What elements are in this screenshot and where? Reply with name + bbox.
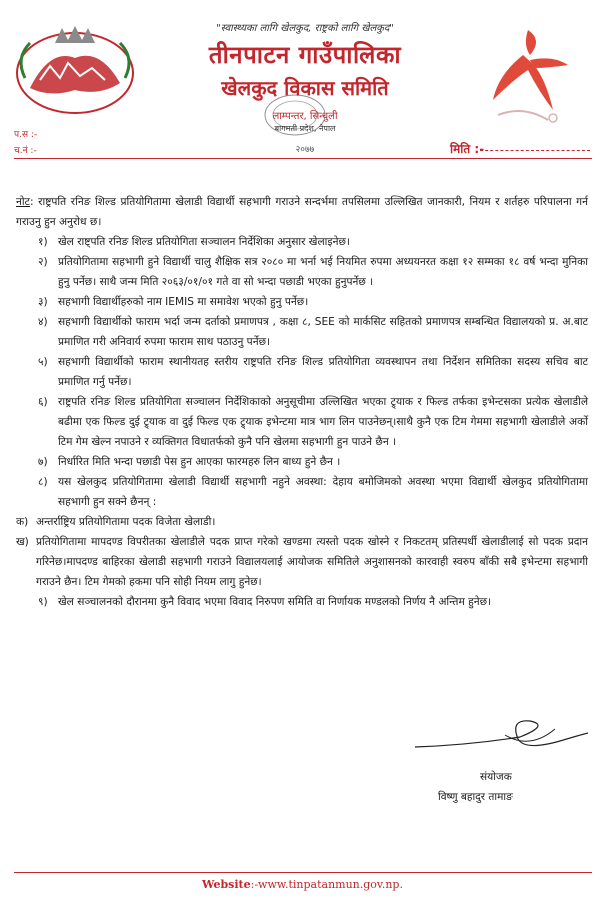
sub-list-item: क) अन्तर्राष्ट्रिय प्रतियोगितामा पदक विजेता खेलाडी। [16,516,216,528]
sports-runner-logo-icon [468,20,578,130]
date-field-line [480,150,590,151]
province: बागमती प्रदेश, नेपाल [274,124,336,133]
letterhead [0,0,605,160]
list-item: ३) सहभागी विद्यार्थीहरुको नाम IEMIS मा समावेश भएको हुनु पर्नेछ। [38,296,309,308]
list-item: ४) सहभागी विद्यार्थीको फाराम भर्दा जन्म दर्ताको प्रमाणपत्र , कक्षा ८, SEE को मार्कसिट सहितको प्रमाणपत्र सम्बन्धित विद्यालयको प्र. अ.बाट प्रमाणित गरी अनिवार्य रुपमा फाराम साथ पठाउनु पर्नेछ। [38,316,588,348]
notice-body [16,192,588,612]
address: लाम्पन्तर, सिन्धुली [272,111,338,122]
notice-intro [16,192,588,232]
signatory-name: विष्णु बहादुर तामाङ [438,791,513,803]
note-label: नोट [16,196,30,208]
list-item: ९) खेल सञ्चालनको दौरानमा कुनै विवाद भएमा विवाद निरुपण समिति वा निर्णायक मण्डलको निर्णय नै अन्तिम हुनेछ। [38,596,492,608]
org-name: तीनपाटन गाउँपालिका [208,41,402,69]
list-item: ७) निर्धारित मिति भन्दा पछाडी पेस हुन आएका फारमहरु लिन बाध्य हुने छैन । [38,456,341,468]
signatory-title: संयोजक [480,771,512,783]
list-item: ५) सहभागी विद्यार्थीको फाराम स्थानीयतह स्तरीय राष्ट्रपति रनिङ शिल्ड प्रतियोगिता व्यवस्थापन तथा निर्देशन समितिका सदस्य सचिव बाट प्रमाणित गर्नु पर्नेछ। [38,356,588,388]
header-divider [14,158,592,159]
list-item: १) खेल राष्ट्पति रनिङ शिल्ड प्रतियोगिता सञ्चालन निर्देशिका अनुसार खेलाइनेछ। [38,236,350,248]
tagline: "स्वास्थ्यका लागि खेलकुद, राष्ट्रको लागि खेलकुद" [216,23,394,34]
list-item: ८) यस खेलकुद प्रतियोगितामा खेलाडी विद्यार्थी सहभागी नहुने अवस्था: देहाय बमोजिमको अवस्था भएमा विद्यार्थी खेलकुद प्रतियोगितामा सहभागी हुन सक्ने छैनन् : [38,476,588,508]
footer-website [0,878,605,891]
chalani-number-label: च.नं :- [14,146,37,156]
footer-divider [14,872,592,873]
date-label: मिति :- [450,142,485,156]
committee-name: खेलकुद विकास समिति [221,76,389,100]
signature-icon [410,715,590,755]
website-label: Website [202,878,251,891]
sub-list-item: ख) प्रतियोगितामा मापदण्ड विपरीतका खेलाडीले पदक प्राप्त गरेको खण्डमा त्यस्तो पदक खोस्ने र निकटतम् प्रतिस्पर्धी खेलाडीलाई सो पदक प्रदान गरिनेछ।मापदण्ड बाहिरका खेलाडी सहभागी गराउने विद्यालयलाई आयोजक समितिले अनुशासनको कारवाही स्वरुप बाँकी सबै इभेन्टमा सहभागी गराउने छैन। टिम गेमको हकमा पनि सोही नियम लागु हुनेछ। [16,536,588,588]
nepal-emblem-icon [10,18,140,118]
note-text: : राष्ट्रपति रनिङ शिल्ड प्रतियोगितामा खेलाडी विद्यार्थी सहभागी गराउने सन्दर्भमा तपसिलमा उल्लिखित जानकारी, नियम र शर्तहरु परिपालना गर्न गराउनु हुन अनुरोध छ। [16,196,588,228]
website-url[interactable]: :-www.tinpatanmun.gov.np. [250,878,403,891]
year: २०७७ [295,145,315,155]
list-item: ६) राष्ट्रपति रनिङ शिल्ड प्रतियोगिता सञ्चालन निर्देशिकाको अनुसूचीमा उल्लिखित भएका ट्र्याक र फिल्ड तर्फका इभेन्टसका प्रत्येक खेलाडीले बढीमा एक फिल्ड दुई ट्र्याक वा दुई फिल्ड एक ट्र्याक इभेन्टमा मात्र भाग लिन पाउनेछन्।साथै कुनै एक टिम गेममा सहभागी खेलाडीले अर्को टिम गेम खेल्न नपाउने र व्यक्तिगत विधातर्फको कुनै पनि खेलमा सहभागी हुन पाउने छैन । [38,396,588,448]
list-item: २) प्रतियोगितामा सहभागी हुने विद्यार्थी चालु शैक्षिक सत्र २०८० मा भर्ना भई नियमित रुपमा अध्ययनरत कक्षा १२ सम्मका १८ वर्ष भन्दा मुनिका हुनु पर्नेछ। साथै जन्म मिति २०६३/०१/०१ गते वा सो भन्दा पछाडी भएका हुनुपर्नेछ । [38,256,588,288]
patra-sankhya-label: प.स :- [14,130,38,140]
